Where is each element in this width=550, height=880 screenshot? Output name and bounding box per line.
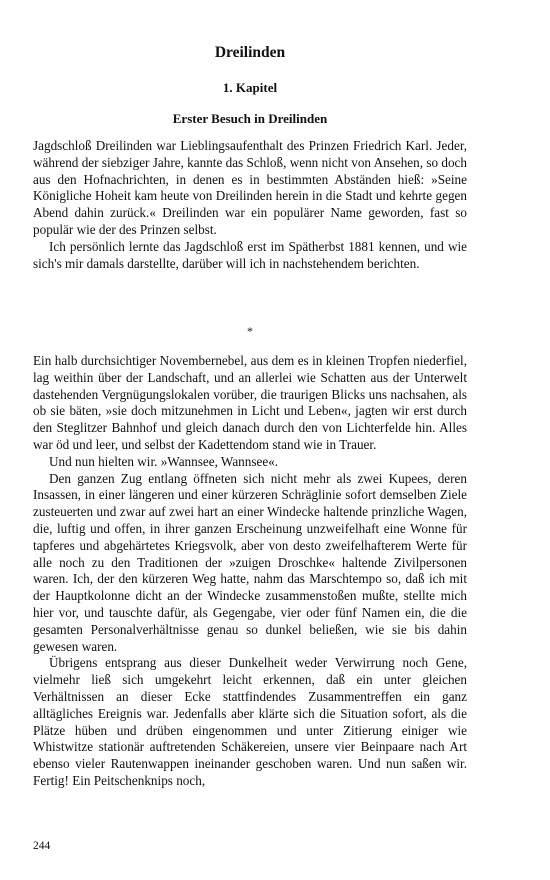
paragraph-6: Übrigens entsprang aus dieser Dunkelheit weder Verwirrung noch Gene, vielmehr ließ sich umgekehrt leicht erkennen, daß ein unter gleichen Verhältnissen an dieser Ecke stattfindendes Zusammentreffen ein ganz alltägliches Ereignis war. Jedenfalls aber klärte sich die Situation sofort, als die Plätze hüben und drüben eingenommen und unter Zitierung einiger wie Whistwitze stationär auftretenden Schäkereien, unsere vier Beinpaare nach Art ebenso vieler Rautenwappen ineinander geschoben waren. Und nun saßen wir. Fertig! Ein Peitschenknips noch, <box>33 655 467 788</box>
text-block-intro <box>33 138 467 272</box>
page-number: 244 <box>33 840 51 852</box>
section-separator: * <box>247 324 253 338</box>
paragraph-1: Jagdschloß Dreilinden war Lieblingsaufenthalt des Prinzen Friedrich Karl. Jeder, während der siebziger Jahre, kannte das Schloß, wenn nicht von Ansehen, so doch aus den Hofnachrichten, in denen es in bestimmten Abständen hieß: »Seine Königliche Hoheit kam heute von Dreilinden herein in die Stadt und kehrte gegen Abend dahin zurück.« Dreilinden war ein populärer Name geworden, fast so populär wie der des Prinzen selbst. <box>33 138 467 237</box>
book-page <box>33 0 467 880</box>
paragraph-4: Und nun hielten wir. »Wannsee, Wannsee«. <box>49 453 279 469</box>
chapter-heading: 1. Kapitel <box>222 80 278 95</box>
section-heading: Erster Besuch in Dreilinden <box>172 111 328 126</box>
text-block-main <box>33 353 467 790</box>
paragraph-2: Ich persönlich lernte das Jagdschloß erst im Spätherbst 1881 kennen, und wie sich's mir damals darstellte, darüber will ich in nachstehendem berichten. <box>33 238 467 271</box>
page-title: Dreilinden <box>214 44 286 61</box>
paragraph-5: Den ganzen Zug entlang öffneten sich nicht mehr als zwei Kupees, deren Insassen, in einer längeren und einer kürzeren Schräglinie sofort demselben Ziele zusteuerten und zwar auf zwei hart an einer Windecke haltende prinzliche Wagen, die, luftig und offen, in ihrer ganzen Erscheinung unzweifelhaft eine Wonne für tapferes und abgehärtetes Kriegsvolk, aber von desto zweifelhafterem Werte für alle noch zu den Traditionen der »zuigen Droschke« haltende Zivilpersonen waren. Ich, der den kürzeren Weg hatte, nahm das Marschtempo so, daß ich mit der Hauptkolonne dicht an der Windecke zusammenstoßen mußte, stellte mich hier vor, und tauschte dafür, als Gegengabe, vier oder fünf Namen ein, die die gesamten Personalverhältnisse genau so dunkel beließen, wie sie bis dahin gewesen waren. <box>33 470 467 654</box>
paragraph-3: Ein halb durchsichtiger Novembernebel, aus dem es in kleinen Tropfen niederfiel, lag weithin über der Landschaft, und an allerlei wie Schatten aus der Unterwelt dastehenden Vergnügungslokalen vorüber, die traurigen Blicks uns nachsahen, als ob sie bäten, »sie doch mitzunehmen in Licht und Leben«, jagten wir erst durch den Steglitzer Bahnhof und gleich danach durch den von Lichterfelde hin. Alles war öd und leer, und selbst der Kadettendom stand wie in Trauer. <box>33 353 467 452</box>
